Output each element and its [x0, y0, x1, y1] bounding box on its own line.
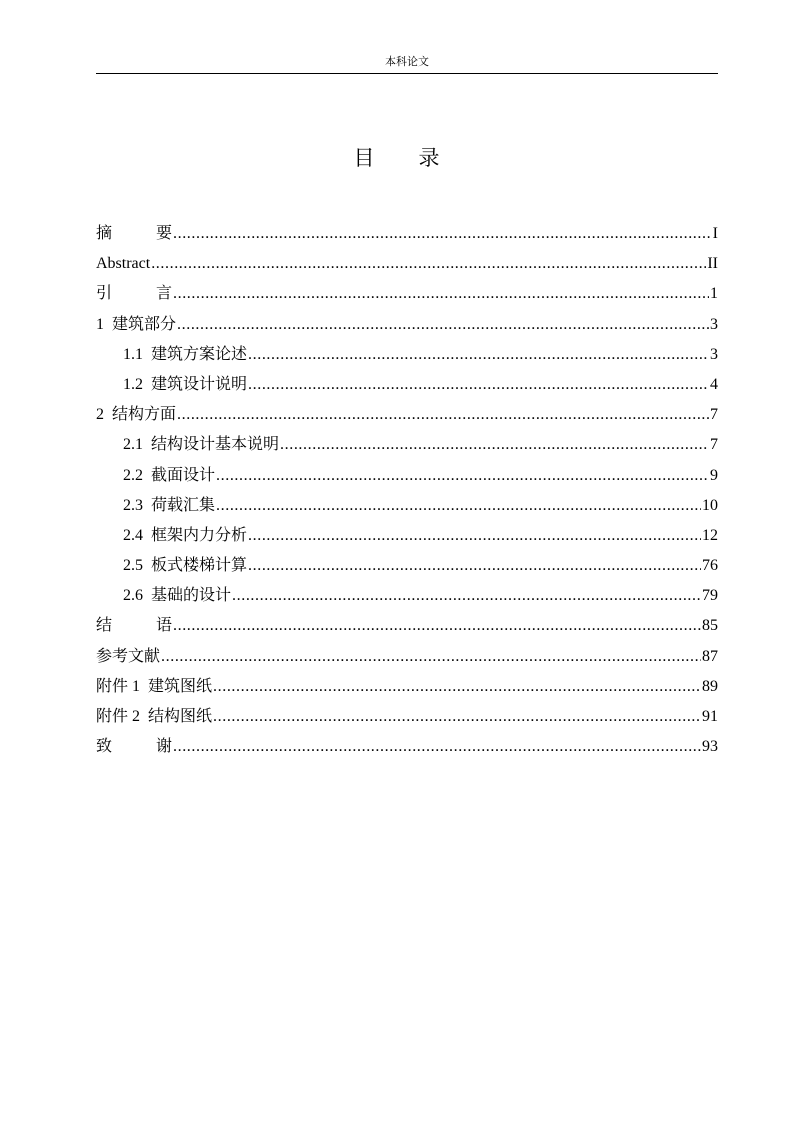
toc-page-number: I [712, 225, 718, 242]
toc-title-char-2: 录 [418, 146, 440, 170]
toc-page-number: 79 [702, 587, 718, 605]
toc-entry-label: 1 建筑部分 [96, 315, 177, 333]
toc-entry-chapter-1[interactable] [96, 310, 718, 340]
toc-page-number: 85 [702, 617, 718, 635]
toc-entry-section-1-2[interactable] [96, 370, 718, 400]
toc-page-number: 7 [710, 436, 718, 454]
table-of-contents [96, 219, 718, 762]
toc-title [0, 143, 793, 173]
toc-page-number: 7 [710, 406, 718, 424]
toc-leader-dots [173, 611, 701, 641]
toc-page-number: 91 [702, 708, 718, 725]
toc-entry-label: 致 谢 [96, 738, 172, 756]
toc-entry-section-2-3[interactable] [96, 491, 718, 521]
toc-entry-abstract-en[interactable] [96, 249, 718, 279]
toc-page-number: 76 [702, 557, 718, 575]
toc-leader-dots [280, 430, 709, 460]
toc-entry-chapter-2[interactable] [96, 400, 718, 430]
toc-leader-dots [173, 279, 709, 309]
toc-leader-dots [161, 642, 701, 672]
toc-page-number: 10 [702, 496, 718, 514]
toc-page-number: 4 [710, 375, 718, 393]
toc-entry-label: 2.3 荷载汇集 [123, 496, 216, 514]
toc-entry-label: 参考文献 [96, 647, 161, 665]
toc-entry-acknowledgements[interactable] [96, 732, 718, 762]
toc-page-number: 87 [702, 647, 718, 665]
toc-leader-dots [216, 461, 709, 491]
toc-entry-label: 引 言 [96, 285, 172, 303]
toc-entry-introduction[interactable] [96, 279, 718, 309]
toc-entry-label: 结 语 [96, 617, 172, 635]
toc-entry-appendix-2[interactable] [96, 702, 718, 732]
toc-entry-section-1-1[interactable] [96, 340, 718, 370]
toc-entry-abstract-cn[interactable] [96, 219, 718, 249]
toc-entry-references[interactable] [96, 642, 718, 672]
toc-entry-label: 2.2 截面设计 [123, 466, 216, 484]
toc-page-number: 3 [710, 315, 718, 333]
header-text: 本科论文 [385, 56, 429, 68]
toc-entry-section-2-1[interactable] [96, 430, 718, 460]
toc-entry-label: 附件 1 建筑图纸 [96, 677, 213, 695]
toc-page-number: 89 [702, 677, 718, 695]
toc-entry-label: 摘 要 [96, 225, 172, 242]
toc-entry-section-2-4[interactable] [96, 521, 718, 551]
toc-entry-section-2-2[interactable] [96, 461, 718, 491]
toc-leader-dots [213, 702, 701, 732]
toc-leader-dots [151, 249, 706, 279]
toc-page-number: 93 [702, 738, 718, 756]
toc-leader-dots [248, 551, 701, 581]
toc-entry-label: 2.1 结构设计基本说明 [123, 436, 280, 454]
toc-page-number: 3 [710, 345, 718, 363]
toc-entry-conclusion[interactable] [96, 611, 718, 641]
toc-leader-dots [177, 400, 709, 430]
toc-entry-section-2-6[interactable] [96, 581, 718, 611]
toc-leader-dots [232, 581, 701, 611]
toc-page-number: 1 [710, 285, 718, 303]
toc-page-number: 12 [702, 526, 718, 544]
toc-page-number: II [707, 255, 718, 273]
toc-entry-label: 2.5 板式楼梯计算 [123, 557, 248, 575]
toc-leader-dots [248, 521, 701, 551]
toc-entry-label: 1.2 建筑设计说明 [123, 375, 248, 393]
toc-entry-label: 附件 2 结构图纸 [96, 708, 213, 725]
toc-leader-dots [213, 672, 701, 702]
toc-entry-label: 2.6 基础的设计 [123, 587, 232, 605]
toc-entry-label: 2.4 框架内力分析 [123, 526, 248, 544]
toc-page-number: 9 [710, 466, 718, 484]
toc-title-char-1: 目 [353, 146, 375, 170]
toc-leader-dots [248, 370, 709, 400]
page-header [96, 55, 718, 74]
toc-entry-section-2-5[interactable] [96, 551, 718, 581]
toc-leader-dots [173, 732, 701, 762]
toc-entry-label: 1.1 建筑方案论述 [123, 345, 248, 363]
toc-entry-appendix-1[interactable] [96, 672, 718, 702]
toc-leader-dots [177, 310, 709, 340]
toc-leader-dots [248, 340, 709, 370]
toc-leader-dots [216, 491, 701, 521]
toc-leader-dots [173, 219, 712, 249]
toc-entry-label: Abstract [96, 255, 151, 273]
toc-entry-label: 2 结构方面 [96, 406, 177, 424]
